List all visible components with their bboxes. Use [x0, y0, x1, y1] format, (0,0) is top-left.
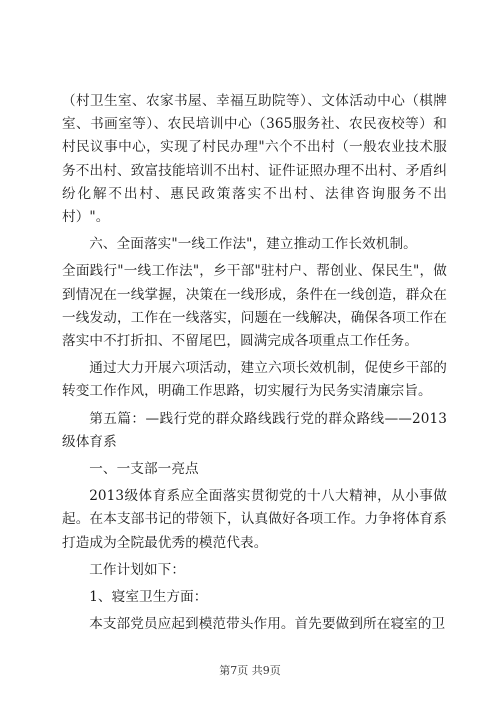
- paragraph-9: 1、寝室卫生方面：: [89, 589, 208, 606]
- paragraph-3: 全面践行"一线工作法"，乡干部"驻村户、帮创业、保民生"，做到情况在一线掌握，决策在一线形成，条件在一线创造，群众在一线发动，工作在一线落实，问题在一线解决，确保各项工作在落实中不打折扣、不留尾巴，圆满完成各项重点工作任务。: [62, 263, 447, 350]
- paragraph-7: 2013级体育系应全面落实贯彻党的十八大精神，从小事做起。在本支部书记的带领下，认真做好各项工作。力争将体育系打造成为全院最优秀的模范代表。: [62, 488, 447, 551]
- document-body: [62, 90, 447, 640]
- paragraph-1: （村卫生室、农家书屋、幸福互助院等）、文体活动中心（棋牌室、书画室等）、农民培训中心（365服务社、农民夜校等）和村民议事中心，实现了村民办理"六个不出村（一般农业技术服务不出村、致富技能培训不出村、证件证照办理不出村、矛盾纠纷化解不出村、惠民政策落实不出村、法律咨询服务不出村）"。: [62, 93, 447, 226]
- paragraph-10: 本支部党员应起到模范带头作用。首先要做到所在寝室的卫: [89, 616, 446, 633]
- paragraph-5-heading: 第五篇：—践行党的群众路线践行党的群众路线——2013级体育系: [62, 410, 447, 450]
- paragraph-4: 通过大力开展六项活动，建立六项长效机制，促使乡干部的转变工作作风，明确工作思路，切实履行为民务实清廉宗旨。: [62, 360, 447, 400]
- paragraph-6: 一、一支部一亮点: [89, 461, 199, 478]
- paragraph-2: 六、全面落实"一线工作法"，建立推动工作长效机制。: [89, 236, 417, 253]
- page-footer: 第7页 共9页: [219, 664, 281, 677]
- paragraph-8: 工作计划如下：: [89, 561, 186, 578]
